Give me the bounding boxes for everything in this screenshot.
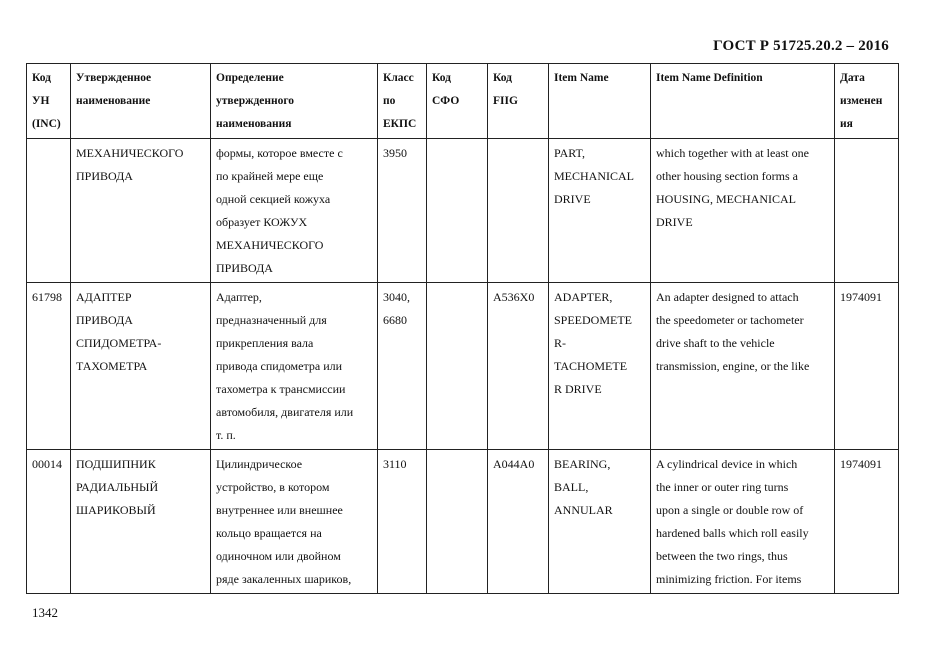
cell-text-line: MECHANICAL [554, 169, 634, 183]
cell-text-line: ПРИВОДА [76, 169, 133, 183]
cell-fiig-code [488, 139, 549, 283]
cell-text-line: ШАРИКОВЫЙ [76, 503, 156, 517]
cell-text-line: АДАПТЕР [76, 290, 132, 304]
cell-text-line: 3040, [383, 290, 410, 304]
cell-text-line: тахометра к трансмиссии [216, 382, 346, 396]
cell-text-line: 6680 [383, 313, 407, 327]
cell-text-line: 00014 [32, 457, 62, 471]
cell-text-line: PART, [554, 146, 585, 160]
cell-text-line: 3110 [383, 457, 407, 471]
cell-class [378, 450, 427, 594]
cell-text-line: A cylindrical device in which [656, 457, 798, 471]
cell-text-line: BEARING, [554, 457, 611, 471]
cell-change-date [835, 139, 899, 283]
cell-text-line: образует КОЖУХ [216, 215, 308, 229]
cell-text-line: по крайней мере еще [216, 169, 324, 183]
cell-item-name-definition [651, 283, 835, 450]
cell-text-line: внутреннее или внешнее [216, 503, 343, 517]
nomenclature-table [26, 63, 899, 594]
header-sfo-code: Код СФО [427, 64, 488, 139]
cell-text-line: Цилиндрическое [216, 457, 303, 471]
cell-text-line: РАДИАЛЬНЫЙ [76, 480, 159, 494]
header-change-date: Дата изменен ия [835, 64, 899, 139]
cell-text-line: ANNULAR [554, 503, 613, 517]
cell-text-line: the inner or outer ring turns [656, 480, 789, 494]
cell-approved-name [71, 450, 211, 594]
page-number: 1342 [32, 605, 58, 620]
cell-text-line: BALL, [554, 480, 589, 494]
cell-text-line: other housing section forms a [656, 169, 798, 183]
cell-inc-code [27, 283, 71, 450]
cell-text-line: transmission, engine, or the like [656, 359, 810, 373]
cell-text-line: устройство, в котором [216, 480, 330, 494]
cell-text-line: предназначенный для [216, 313, 327, 327]
cell-fiig-code [488, 283, 549, 450]
header-item-name: Item Name [549, 64, 651, 139]
cell-item-name-definition [651, 139, 835, 283]
table-row [27, 283, 899, 450]
table-row [27, 450, 899, 594]
cell-fiig-code [488, 450, 549, 594]
cell-text-line: автомобиля, двигателя или [216, 405, 354, 419]
cell-text-line: формы, которое вместе с [216, 146, 343, 160]
cell-text-line: ADAPTER, [554, 290, 613, 304]
cell-inc-code [27, 139, 71, 283]
cell-class [378, 139, 427, 283]
cell-text-line: R DRIVE [554, 382, 602, 396]
cell-definition [211, 283, 378, 450]
cell-definition [211, 139, 378, 283]
cell-text-line: прикрепления вала [216, 336, 314, 350]
cell-text-line: ПРИВОДА [216, 261, 273, 275]
cell-definition [211, 450, 378, 594]
cell-text-line: кольцо вращается на [216, 526, 322, 540]
cell-text-line: upon a single or double row of [656, 503, 804, 517]
cell-text-line: ПОДШИПНИК [76, 457, 156, 471]
cell-sfo-code [427, 283, 488, 450]
cell-change-date [835, 450, 899, 594]
cell-change-date [835, 283, 899, 450]
cell-text-line: МЕХАНИЧЕСКОГО [76, 146, 184, 160]
cell-text-line: the speedometer or tachometer [656, 313, 804, 327]
cell-inc-code [27, 450, 71, 594]
table-row [27, 139, 899, 283]
cell-item-name [549, 139, 651, 283]
cell-text-line: A044A0 [493, 457, 535, 471]
cell-text-line: 1974091 [840, 290, 882, 304]
cell-approved-name [71, 283, 211, 450]
cell-text-line: 3950 [383, 146, 407, 160]
cell-text-line: which together with at least one [656, 146, 809, 160]
cell-text-line: hardened balls which roll easily [656, 526, 809, 540]
cell-text-line: Адаптер, [216, 290, 262, 304]
header-inc-code: Код УН (INC) [27, 64, 71, 139]
cell-text-line: одной секцией кожуха [216, 192, 331, 206]
cell-text-line: An adapter designed to attach [656, 290, 799, 304]
cell-sfo-code [427, 450, 488, 594]
cell-text-line: DRIVE [554, 192, 591, 206]
cell-text-line: СПИДОМЕТРА- [76, 336, 162, 350]
cell-text-line: ТАХОМЕТРА [76, 359, 148, 373]
cell-text-line: between the two rings, thus [656, 549, 788, 563]
cell-text-line: ряде закаленных шариков, [216, 572, 352, 586]
cell-text-line: МЕХАНИЧЕСКОГО [216, 238, 324, 252]
cell-text-line: A536X0 [493, 290, 535, 304]
cell-approved-name [71, 139, 211, 283]
cell-text-line: HOUSING, MECHANICAL [656, 192, 796, 206]
cell-item-name [549, 450, 651, 594]
cell-text-line: одиночном или двойном [216, 549, 341, 563]
header-approved-name: Утвержденное наименование [71, 64, 211, 139]
cell-text-line: drive shaft to the vehicle [656, 336, 775, 350]
header-fiig-code: Код FIIG [488, 64, 549, 139]
cell-text-line: SPEEDOMETE [554, 313, 632, 327]
cell-class [378, 283, 427, 450]
cell-text-line: TACHOMETE [554, 359, 628, 373]
cell-text-line: привода спидометра или [216, 359, 343, 373]
cell-text-line: ПРИВОДА [76, 313, 133, 327]
header-item-name-definition: Item Name Definition [651, 64, 835, 139]
cell-text-line: 61798 [32, 290, 62, 304]
cell-item-name [549, 283, 651, 450]
document-title: ГОСТ Р 51725.20.2 – 2016 [713, 38, 889, 54]
header-row [27, 64, 899, 139]
header-class: Класс по ЕКПС [378, 64, 427, 139]
cell-sfo-code [427, 139, 488, 283]
cell-text-line: minimizing friction. For items [656, 572, 802, 586]
header-definition: Определение утвержденного наименования [211, 64, 378, 139]
cell-text-line: R- [554, 336, 566, 350]
cell-item-name-definition [651, 450, 835, 594]
cell-text-line: т. п. [216, 428, 236, 442]
cell-text-line: DRIVE [656, 215, 693, 229]
cell-text-line: 1974091 [840, 457, 882, 471]
